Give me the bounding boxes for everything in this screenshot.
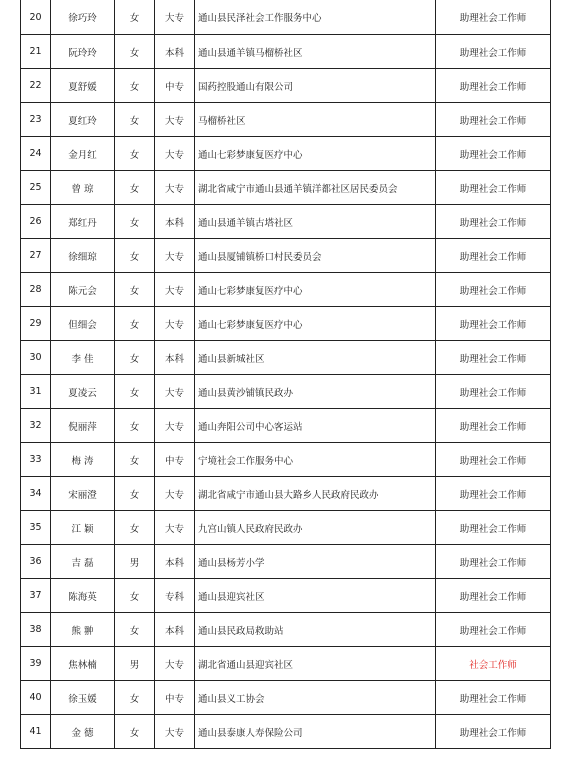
workplace-cell: 通山县杨芳小学 bbox=[195, 545, 436, 579]
qualification-cell: 社会工作师 bbox=[436, 647, 551, 681]
education-cell: 大专 bbox=[155, 137, 195, 171]
education-cell: 大专 bbox=[155, 375, 195, 409]
qualification-cell: 助理社会工作师 bbox=[436, 375, 551, 409]
name-cell: 梅 涛 bbox=[51, 443, 115, 477]
gender-cell: 女 bbox=[115, 681, 155, 715]
qualification-cell: 助理社会工作师 bbox=[436, 307, 551, 341]
row-number-cell: 36 bbox=[21, 545, 51, 579]
row-number-cell: 38 bbox=[21, 613, 51, 647]
row-number-cell: 28 bbox=[21, 273, 51, 307]
gender-cell: 女 bbox=[115, 35, 155, 69]
gender-cell: 女 bbox=[115, 205, 155, 239]
table-row bbox=[21, 681, 551, 715]
gender-cell: 女 bbox=[115, 103, 155, 137]
row-number-cell: 33 bbox=[21, 443, 51, 477]
name-cell: 吉 磊 bbox=[51, 545, 115, 579]
workplace-cell: 通山县义工协会 bbox=[195, 681, 436, 715]
workplace-cell: 国药控股通山有限公司 bbox=[195, 69, 436, 103]
roster-table-body bbox=[21, 0, 551, 749]
gender-cell: 女 bbox=[115, 579, 155, 613]
gender-cell: 女 bbox=[115, 171, 155, 205]
workplace-cell: 通山七彩梦康复医疗中心 bbox=[195, 137, 436, 171]
workplace-cell: 通山七彩梦康复医疗中心 bbox=[195, 273, 436, 307]
gender-cell: 女 bbox=[115, 443, 155, 477]
qualification-cell: 助理社会工作师 bbox=[436, 681, 551, 715]
gender-cell: 女 bbox=[115, 137, 155, 171]
table-row bbox=[21, 35, 551, 69]
name-cell: 李 佳 bbox=[51, 341, 115, 375]
qualification-cell: 助理社会工作师 bbox=[436, 477, 551, 511]
table-row bbox=[21, 103, 551, 137]
table-row bbox=[21, 613, 551, 647]
roster-table bbox=[20, 0, 551, 749]
workplace-cell: 湖北省咸宁市通山县通羊镇洋都社区居民委员会 bbox=[195, 171, 436, 205]
qualification-cell: 助理社会工作师 bbox=[436, 443, 551, 477]
table-row bbox=[21, 409, 551, 443]
name-cell: 陈元会 bbox=[51, 273, 115, 307]
table-row bbox=[21, 545, 551, 579]
qualification-cell: 助理社会工作师 bbox=[436, 273, 551, 307]
name-cell: 江 颖 bbox=[51, 511, 115, 545]
education-cell: 中专 bbox=[155, 681, 195, 715]
table-row bbox=[21, 0, 551, 35]
name-cell: 金月红 bbox=[51, 137, 115, 171]
name-cell: 徐巧玲 bbox=[51, 0, 115, 35]
name-cell: 夏红玲 bbox=[51, 103, 115, 137]
education-cell: 本科 bbox=[155, 613, 195, 647]
row-number-cell: 29 bbox=[21, 307, 51, 341]
name-cell: 夏凌云 bbox=[51, 375, 115, 409]
gender-cell: 女 bbox=[115, 715, 155, 749]
qualification-cell: 助理社会工作师 bbox=[436, 103, 551, 137]
workplace-cell: 通山县迎宾社区 bbox=[195, 579, 436, 613]
table-row bbox=[21, 647, 551, 681]
table-row bbox=[21, 273, 551, 307]
gender-cell: 女 bbox=[115, 341, 155, 375]
gender-cell: 男 bbox=[115, 545, 155, 579]
row-number-cell: 23 bbox=[21, 103, 51, 137]
education-cell: 大专 bbox=[155, 307, 195, 341]
name-cell: 金 德 bbox=[51, 715, 115, 749]
row-number-cell: 31 bbox=[21, 375, 51, 409]
workplace-cell: 通山县通羊镇古塔社区 bbox=[195, 205, 436, 239]
qualification-cell: 助理社会工作师 bbox=[436, 545, 551, 579]
name-cell: 焦林楠 bbox=[51, 647, 115, 681]
education-cell: 大专 bbox=[155, 171, 195, 205]
table-row bbox=[21, 511, 551, 545]
table-row bbox=[21, 205, 551, 239]
row-number-cell: 40 bbox=[21, 681, 51, 715]
row-number-cell: 27 bbox=[21, 239, 51, 273]
qualification-cell: 助理社会工作师 bbox=[436, 0, 551, 35]
workplace-cell: 通山七彩梦康复医疗中心 bbox=[195, 307, 436, 341]
name-cell: 但细会 bbox=[51, 307, 115, 341]
table-row bbox=[21, 477, 551, 511]
gender-cell: 女 bbox=[115, 273, 155, 307]
table-row bbox=[21, 715, 551, 749]
gender-cell: 男 bbox=[115, 647, 155, 681]
row-number-cell: 37 bbox=[21, 579, 51, 613]
table-row bbox=[21, 307, 551, 341]
education-cell: 大专 bbox=[155, 409, 195, 443]
gender-cell: 女 bbox=[115, 375, 155, 409]
gender-cell: 女 bbox=[115, 69, 155, 103]
education-cell: 中专 bbox=[155, 69, 195, 103]
row-number-cell: 41 bbox=[21, 715, 51, 749]
row-number-cell: 24 bbox=[21, 137, 51, 171]
name-cell: 郑红丹 bbox=[51, 205, 115, 239]
qualification-cell: 助理社会工作师 bbox=[436, 205, 551, 239]
gender-cell: 女 bbox=[115, 239, 155, 273]
workplace-cell: 通山县新城社区 bbox=[195, 341, 436, 375]
qualification-cell: 助理社会工作师 bbox=[436, 511, 551, 545]
workplace-cell: 九宫山镇人民政府民政办 bbox=[195, 511, 436, 545]
table-row bbox=[21, 171, 551, 205]
education-cell: 本科 bbox=[155, 545, 195, 579]
table-row bbox=[21, 341, 551, 375]
education-cell: 大专 bbox=[155, 103, 195, 137]
workplace-cell: 宁境社会工作服务中心 bbox=[195, 443, 436, 477]
table-row bbox=[21, 137, 551, 171]
name-cell: 徐细琼 bbox=[51, 239, 115, 273]
education-cell: 专科 bbox=[155, 579, 195, 613]
row-number-cell: 39 bbox=[21, 647, 51, 681]
name-cell: 倪丽萍 bbox=[51, 409, 115, 443]
qualification-cell: 助理社会工作师 bbox=[436, 239, 551, 273]
gender-cell: 女 bbox=[115, 409, 155, 443]
row-number-cell: 20 bbox=[21, 0, 51, 35]
row-number-cell: 22 bbox=[21, 69, 51, 103]
name-cell: 阮玲玲 bbox=[51, 35, 115, 69]
education-cell: 大专 bbox=[155, 273, 195, 307]
gender-cell: 女 bbox=[115, 477, 155, 511]
name-cell: 曾 琼 bbox=[51, 171, 115, 205]
qualification-cell: 助理社会工作师 bbox=[436, 137, 551, 171]
workplace-cell: 通山县泰康人寿保险公司 bbox=[195, 715, 436, 749]
qualification-cell: 助理社会工作师 bbox=[436, 35, 551, 69]
qualification-cell: 助理社会工作师 bbox=[436, 171, 551, 205]
workplace-cell: 湖北省咸宁市通山县大路乡人民政府民政办 bbox=[195, 477, 436, 511]
row-number-cell: 32 bbox=[21, 409, 51, 443]
workplace-cell: 通山奔阳公司中心客运站 bbox=[195, 409, 436, 443]
qualification-cell: 助理社会工作师 bbox=[436, 715, 551, 749]
gender-cell: 女 bbox=[115, 307, 155, 341]
qualification-cell: 助理社会工作师 bbox=[436, 613, 551, 647]
education-cell: 中专 bbox=[155, 443, 195, 477]
gender-cell: 女 bbox=[115, 0, 155, 35]
row-number-cell: 30 bbox=[21, 341, 51, 375]
workplace-cell: 马榴桥社区 bbox=[195, 103, 436, 137]
row-number-cell: 26 bbox=[21, 205, 51, 239]
workplace-cell: 通山县通羊镇马榴桥社区 bbox=[195, 35, 436, 69]
education-cell: 大专 bbox=[155, 511, 195, 545]
workplace-cell: 通山县黄沙铺镇民政办 bbox=[195, 375, 436, 409]
qualification-cell: 助理社会工作师 bbox=[436, 579, 551, 613]
education-cell: 本科 bbox=[155, 35, 195, 69]
table-row bbox=[21, 69, 551, 103]
workplace-cell: 通山县民泽社会工作服务中心 bbox=[195, 0, 436, 35]
row-number-cell: 21 bbox=[21, 35, 51, 69]
workplace-cell: 通山县民政局救助站 bbox=[195, 613, 436, 647]
workplace-cell: 湖北省通山县迎宾社区 bbox=[195, 647, 436, 681]
name-cell: 陈海英 bbox=[51, 579, 115, 613]
table-row bbox=[21, 375, 551, 409]
workplace-cell: 通山县厦铺镇桥口村民委员会 bbox=[195, 239, 436, 273]
education-cell: 大专 bbox=[155, 0, 195, 35]
row-number-cell: 34 bbox=[21, 477, 51, 511]
education-cell: 大专 bbox=[155, 239, 195, 273]
name-cell: 宋丽澄 bbox=[51, 477, 115, 511]
gender-cell: 女 bbox=[115, 511, 155, 545]
education-cell: 本科 bbox=[155, 341, 195, 375]
qualification-cell: 助理社会工作师 bbox=[436, 341, 551, 375]
row-number-cell: 35 bbox=[21, 511, 51, 545]
name-cell: 夏舒媛 bbox=[51, 69, 115, 103]
education-cell: 本科 bbox=[155, 205, 195, 239]
table-row bbox=[21, 239, 551, 273]
education-cell: 大专 bbox=[155, 477, 195, 511]
education-cell: 大专 bbox=[155, 715, 195, 749]
name-cell: 徐玉媛 bbox=[51, 681, 115, 715]
row-number-cell: 25 bbox=[21, 171, 51, 205]
table-row bbox=[21, 579, 551, 613]
qualification-cell: 助理社会工作师 bbox=[436, 69, 551, 103]
name-cell: 熊 翀 bbox=[51, 613, 115, 647]
qualification-cell: 助理社会工作师 bbox=[436, 409, 551, 443]
table-row bbox=[21, 443, 551, 477]
gender-cell: 女 bbox=[115, 613, 155, 647]
education-cell: 大专 bbox=[155, 647, 195, 681]
